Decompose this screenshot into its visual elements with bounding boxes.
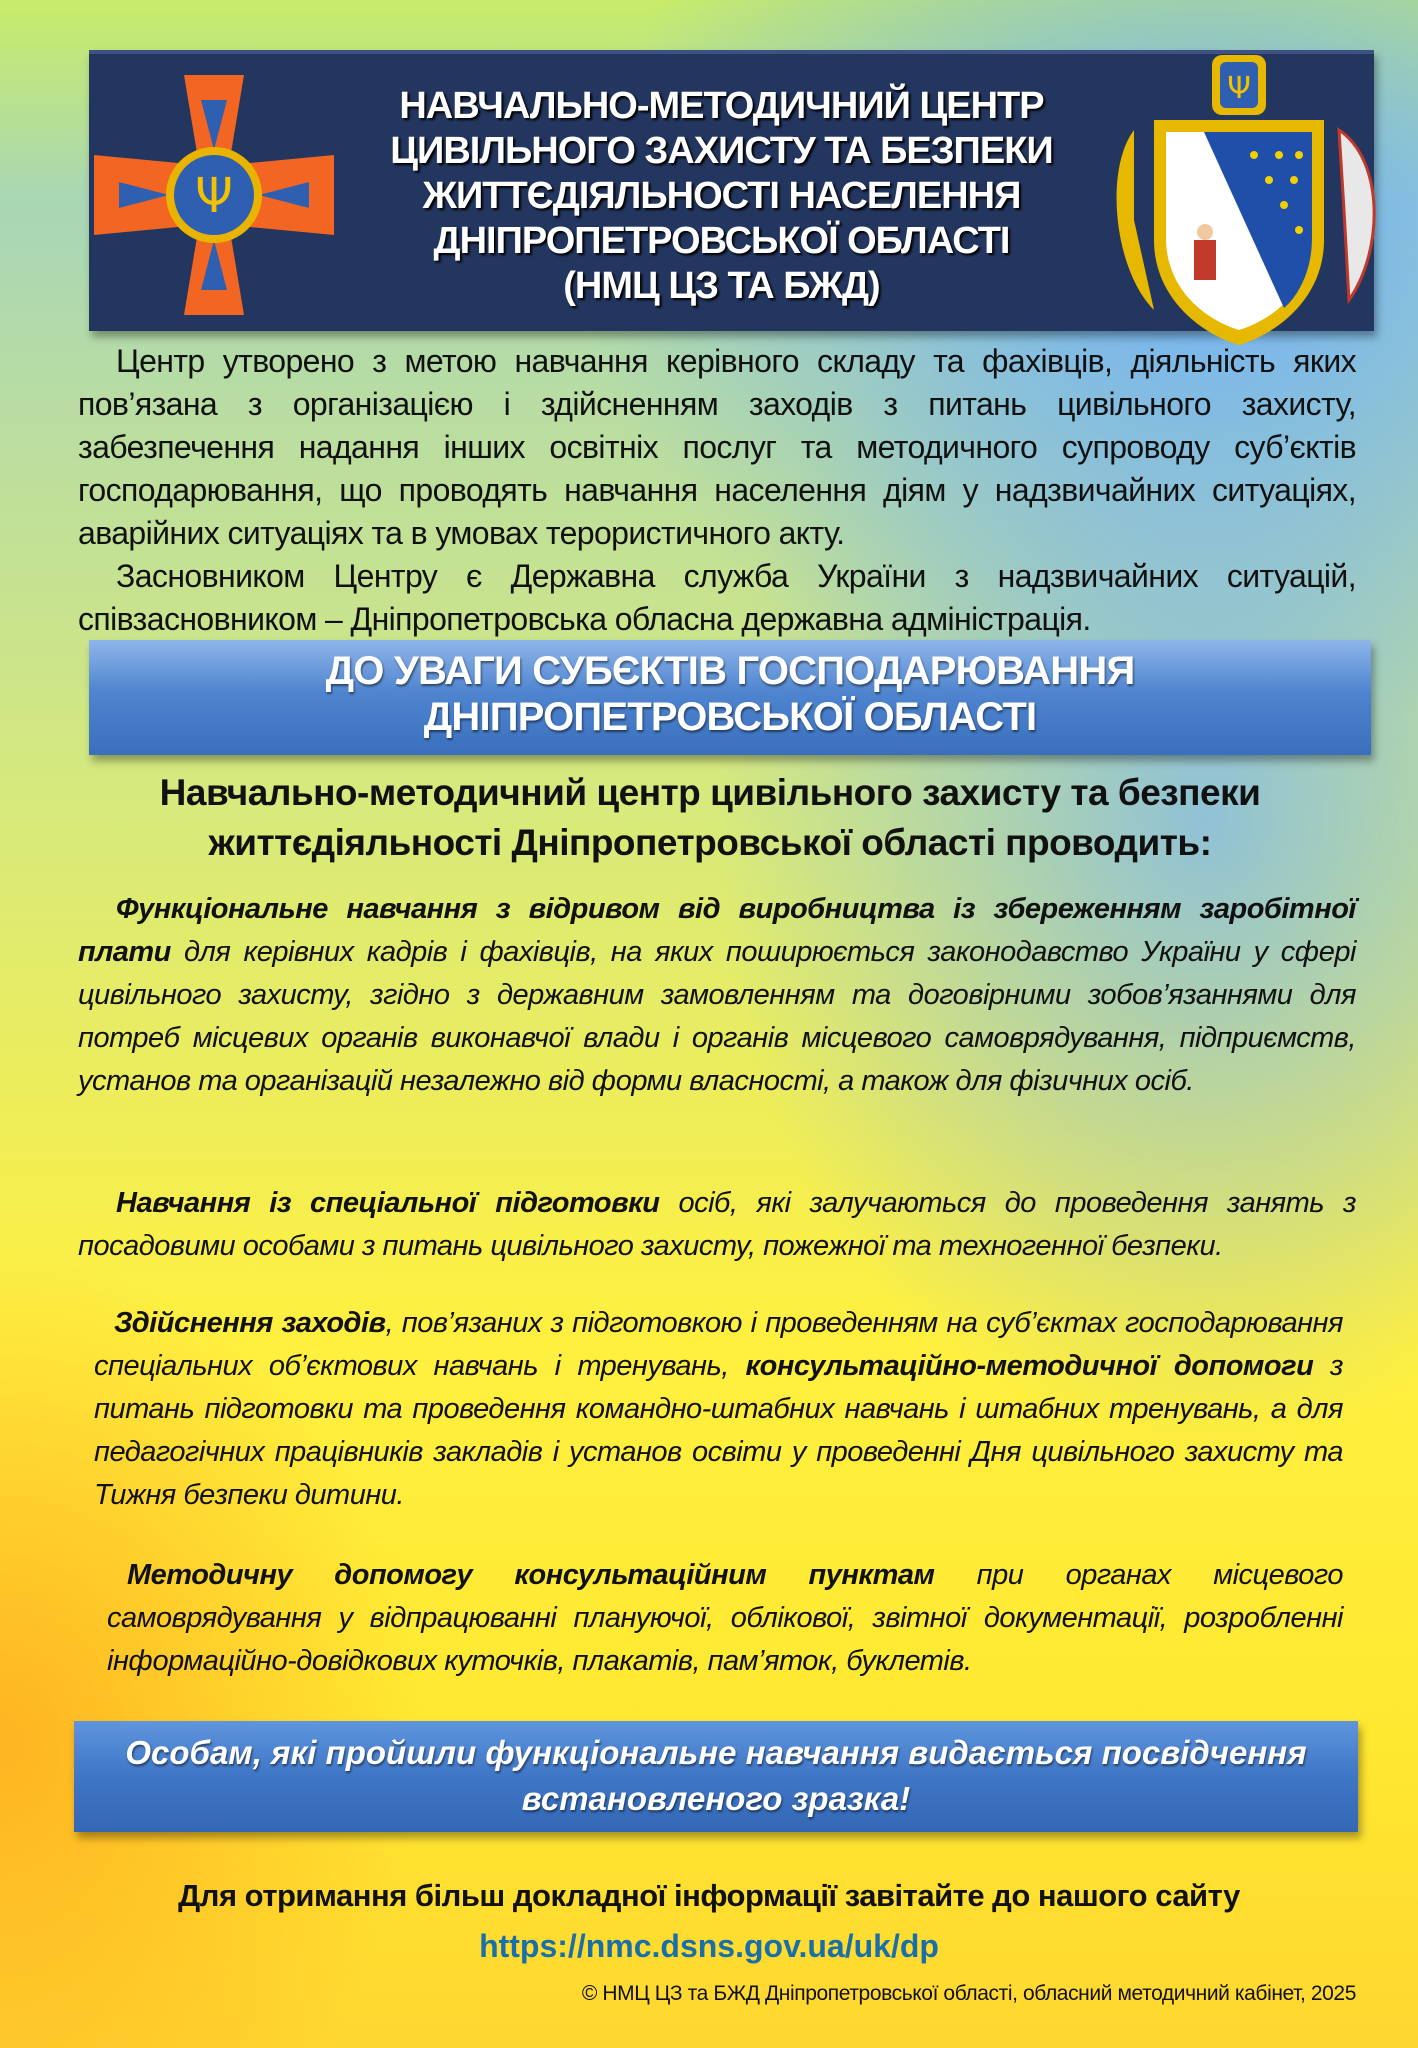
svg-text:Ψ: Ψ bbox=[1227, 71, 1251, 106]
certificate-line: встановленого зразка! bbox=[521, 1780, 911, 1817]
title-line: (НМЦ ЦЗ ТА БЖД) bbox=[563, 265, 880, 307]
service-item bbox=[94, 1302, 1343, 1517]
certificate-banner bbox=[74, 1721, 1358, 1832]
service-item bbox=[107, 1554, 1343, 1683]
attention-banner bbox=[89, 640, 1371, 755]
attention-line: ДНІПРОПЕТРОВСЬКОЇ ОБЛАСТІ bbox=[423, 695, 1037, 739]
service-title: консультаційно-методичної допомоги bbox=[745, 1350, 1314, 1382]
title-line: НАВЧАЛЬНО-МЕТОДИЧНИЙ ЦЕНТР bbox=[399, 85, 1044, 127]
service-title: Навчання із спеціальної підготовки bbox=[116, 1187, 660, 1219]
intro-text bbox=[78, 340, 1356, 641]
service-description: при органах місцевого самоврядування у відпрацюванні плануючої, облікової, звітної документації, розробленні інформаційно-довідкових куточків, плакатів, пам’яток, буклетів. bbox=[107, 1559, 1343, 1677]
website-link[interactable]: https://nmc.dsns.gov.ua/uk/dp bbox=[479, 1928, 939, 1964]
intro-paragraph: Центр утворено з метою навчання керівного складу та фахівців, діяльність яких пов’язана з організацією і здійсненням заходів з питань цивільного захисту, забезпечення надання інших освітніх послуг та методичного супроводу суб’єктів господарювання, що проводять навчання населення діям у надзвичайних ситуаціях, аварійних ситуаціях та в умовах терористичного акту. bbox=[78, 343, 1356, 551]
attention-line: ДО УВАГИ СУБЄКТІВ ГОСПОДАРЮВАННЯ bbox=[325, 649, 1135, 693]
dsns-emblem-icon bbox=[89, 70, 339, 320]
services-heading bbox=[90, 768, 1330, 868]
title-line: ДНІПРОПЕТРОВСЬКОЇ ОБЛАСТІ bbox=[433, 220, 1010, 262]
service-item bbox=[78, 888, 1356, 1103]
heading-line: життєдіяльності Дніпропетровської області проводить: bbox=[208, 822, 1212, 863]
svg-text:Ψ: Ψ bbox=[195, 168, 233, 224]
certificate-line: Особам, які пройшли функціональне навчання видається посвідчення bbox=[125, 1734, 1307, 1771]
service-description: з питань підготовки та проведення командно-штабних навчань і штабних тренувань, а для педагогічних працівників закладів і установ освіти у проведенні Дня цивільного захисту та Тижня безпеки дитини. bbox=[94, 1350, 1343, 1511]
more-info-text: Для отримання більш докладної інформації завітайте до нашого сайту bbox=[178, 1878, 1240, 1913]
copyright: © НМЦ ЦЗ та БЖД Дніпропетровської області, обласний методичний кабінет, 2025 bbox=[581, 1982, 1356, 2005]
service-description: для керівних кадрів і фахівців, на яких поширюється законодавство України у сфері цивільного захисту, згідно з державним замовленням та договірними зобов’язаннями для потреб місцевих органів виконавчої влади і органів місцевого самоврядування, підприємств, установ та організацій незалежно від форми власності, а також для фізичних осіб. bbox=[78, 936, 1356, 1097]
service-item bbox=[78, 1182, 1356, 1268]
service-description: , пов’язаних з підготовкою і проведенням на суб’єктах господарювання спеціальних об’єктових навчань і тренувань, bbox=[94, 1307, 1343, 1382]
intro-paragraph: Засновником Центру є Державна служба України з надзвичайних ситуацій, співзасновником – Дніпропетровська обласна державна адміністрація. bbox=[78, 558, 1356, 637]
service-description: осіб, які залучаються до проведення занять з посадовими особами з питань цивільного захисту, пожежної та техногенної безпеки. bbox=[78, 1187, 1356, 1262]
coat-of-arms-icon bbox=[1094, 50, 1384, 350]
service-title: Здійснення заходів bbox=[114, 1307, 386, 1339]
organization-title bbox=[339, 84, 1104, 309]
header-banner bbox=[89, 50, 1374, 331]
title-line: ЖИТТЄДІЯЛЬНОСТІ НАСЕЛЕННЯ bbox=[422, 175, 1021, 217]
service-title: Методичну допомогу консультаційним пунктам bbox=[127, 1559, 935, 1591]
title-line: ЦИВІЛЬНОГО ЗАХИСТУ ТА БЕЗПЕКИ bbox=[390, 130, 1053, 172]
heading-line: Навчально-методичний центр цивільного захисту та безпеки bbox=[159, 772, 1261, 813]
service-title: Функціональне навчання з відривом від виробництва із збереженням заробітної плати bbox=[78, 893, 1356, 968]
